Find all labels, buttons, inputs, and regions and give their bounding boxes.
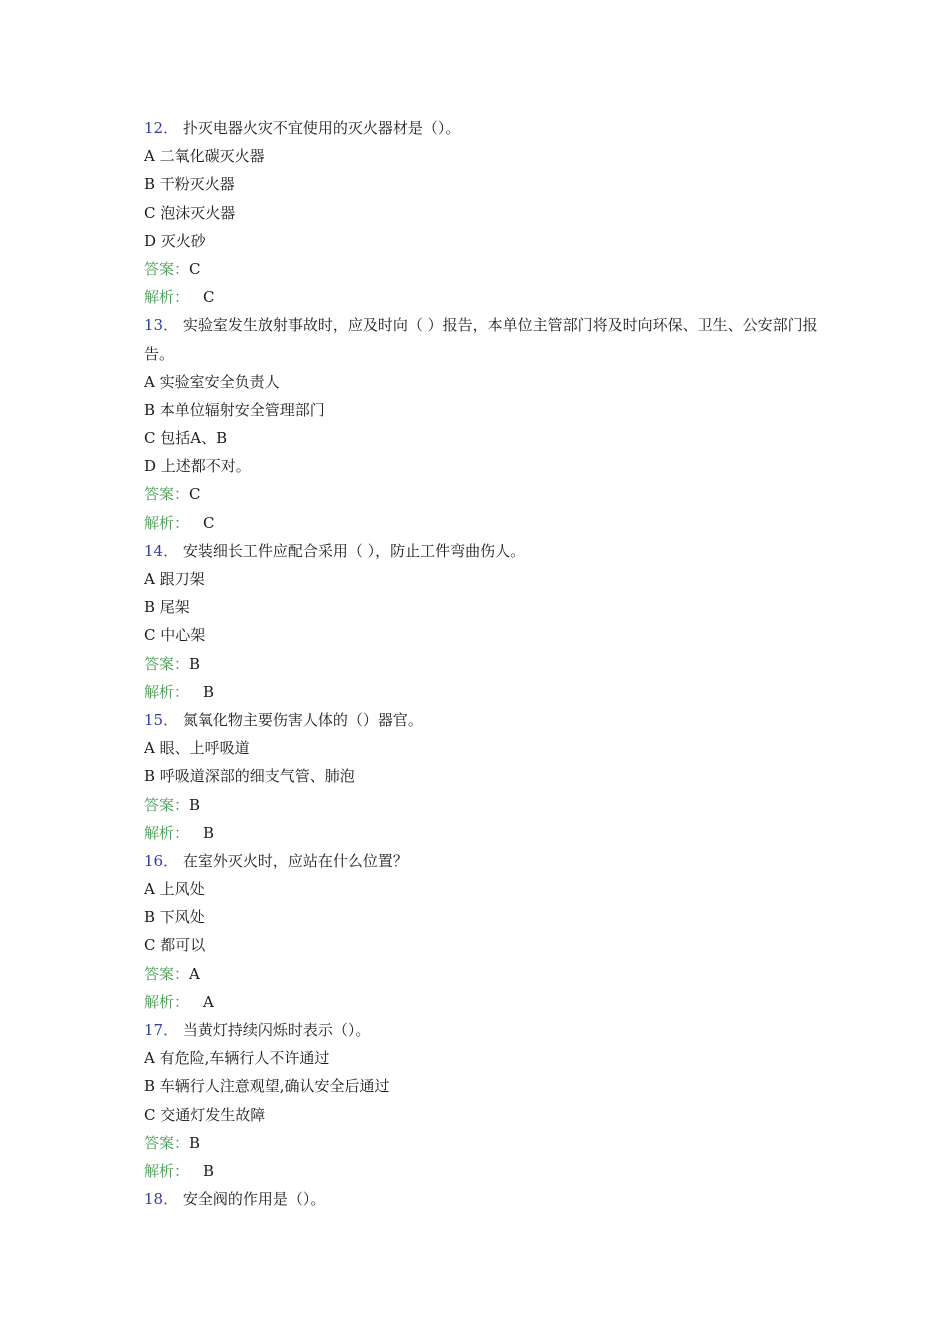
analysis-label: 解析： (144, 513, 190, 532)
answer-line (144, 480, 824, 508)
analysis-line (144, 1157, 824, 1185)
option-item: B 尾架 (144, 598, 190, 617)
answer-label: 答案： (144, 654, 190, 673)
analysis-value: C (203, 513, 215, 532)
analysis-line (144, 988, 824, 1016)
option-item: A 实验室安全负责人 (144, 372, 280, 391)
question-stem (144, 1016, 824, 1044)
answer-label: 答案： (144, 259, 190, 278)
answer-value: C (189, 259, 201, 278)
analysis-line (144, 509, 824, 537)
option-item: A 跟刀架 (144, 570, 205, 589)
option-item: B 干粉灭火器 (144, 175, 235, 194)
option-item: B 下风处 (144, 908, 205, 927)
option-item: A 眼、上呼吸道 (144, 739, 250, 758)
answer-value: B (189, 654, 201, 673)
question-stem (144, 311, 824, 367)
option-item: C 交通灯发生故障 (144, 1105, 266, 1124)
answer-value: B (189, 795, 201, 814)
analysis-value: C (203, 288, 215, 307)
analysis-line (144, 283, 824, 311)
analysis-value: B (203, 682, 215, 701)
question-block (144, 847, 824, 1016)
question-block (144, 1185, 824, 1213)
question-text: 当黄灯持续闪烁时表示（）。 (182, 1021, 371, 1040)
option-item: A 有危险,车辆行人不许通过 (144, 1049, 330, 1068)
answer-line (144, 791, 824, 819)
question-stem (144, 706, 824, 734)
analysis-label: 解析： (144, 1161, 190, 1180)
analysis-line (144, 678, 824, 706)
answer-line (144, 650, 824, 678)
question-number: 14． (144, 541, 179, 560)
question-number: 17． (144, 1021, 179, 1040)
analysis-label: 解析： (144, 992, 190, 1011)
option-item: A 上风处 (144, 880, 205, 899)
question-stem (144, 1185, 824, 1213)
question-text: 安装细长工件应配合采用（ ），防止工件弯曲伤人。 (182, 541, 526, 560)
question-block (144, 114, 824, 311)
question-text: 扑灭电器火灾不宜使用的灭火器材是（）。 (182, 119, 461, 137)
answer-line (144, 1129, 824, 1157)
answer-line (144, 960, 824, 988)
option-item: C 泡沫灭火器 (144, 203, 236, 222)
question-text: 实验室发生放射事故时，应及时向（ ）报告，本单位主管部门将及时向环保、卫生、公安部门报告。 (144, 316, 818, 363)
analysis-value: A (203, 992, 214, 1011)
option-item: D 上述都不对。 (144, 457, 251, 476)
analysis-line (144, 819, 824, 847)
question-block (144, 706, 824, 847)
option-item: C 包括A、B (144, 429, 228, 448)
question-block (144, 311, 824, 537)
question-number: 18． (144, 1190, 179, 1209)
question-text: 在室外灭火时，应站在什么位置？ (182, 851, 408, 870)
answer-value: B (189, 1133, 201, 1152)
question-block (144, 1016, 824, 1185)
analysis-label: 解析： (144, 288, 190, 307)
option-item: C 都可以 (144, 936, 206, 955)
option-item: B 呼吸道深部的细支气管、肺泡 (144, 767, 355, 786)
question-text: 氮氧化物主要伤害人体的（）器官。 (182, 710, 423, 729)
option-item: D 灭火砂 (144, 231, 206, 250)
question-text: 安全阀的作用是（）。 (182, 1190, 326, 1209)
question-number: 13． (144, 316, 179, 335)
answer-label: 答案： (144, 1133, 190, 1152)
analysis-value: B (203, 1161, 215, 1180)
question-block (144, 537, 824, 706)
analysis-value: B (203, 823, 215, 842)
question-stem (144, 847, 824, 875)
answer-value: A (189, 964, 200, 983)
question-stem (144, 537, 824, 565)
question-stem (144, 114, 824, 142)
option-item: A 二氧化碳灭火器 (144, 147, 265, 166)
answer-value: C (189, 485, 201, 504)
analysis-label: 解析： (144, 823, 190, 842)
option-item: C 中心架 (144, 626, 206, 645)
answer-label: 答案： (144, 485, 190, 504)
option-item: B 本单位辐射安全管理部门 (144, 400, 325, 419)
option-item: B 车辆行人注意观望,确认安全后通过 (144, 1077, 390, 1096)
document-body (144, 114, 824, 1213)
answer-label: 答案： (144, 795, 190, 814)
answer-label: 答案： (144, 964, 190, 983)
answer-line (144, 255, 824, 283)
question-number: 16． (144, 851, 179, 870)
analysis-label: 解析： (144, 682, 190, 701)
question-number: 12． (144, 119, 179, 137)
question-number: 15． (144, 710, 179, 729)
